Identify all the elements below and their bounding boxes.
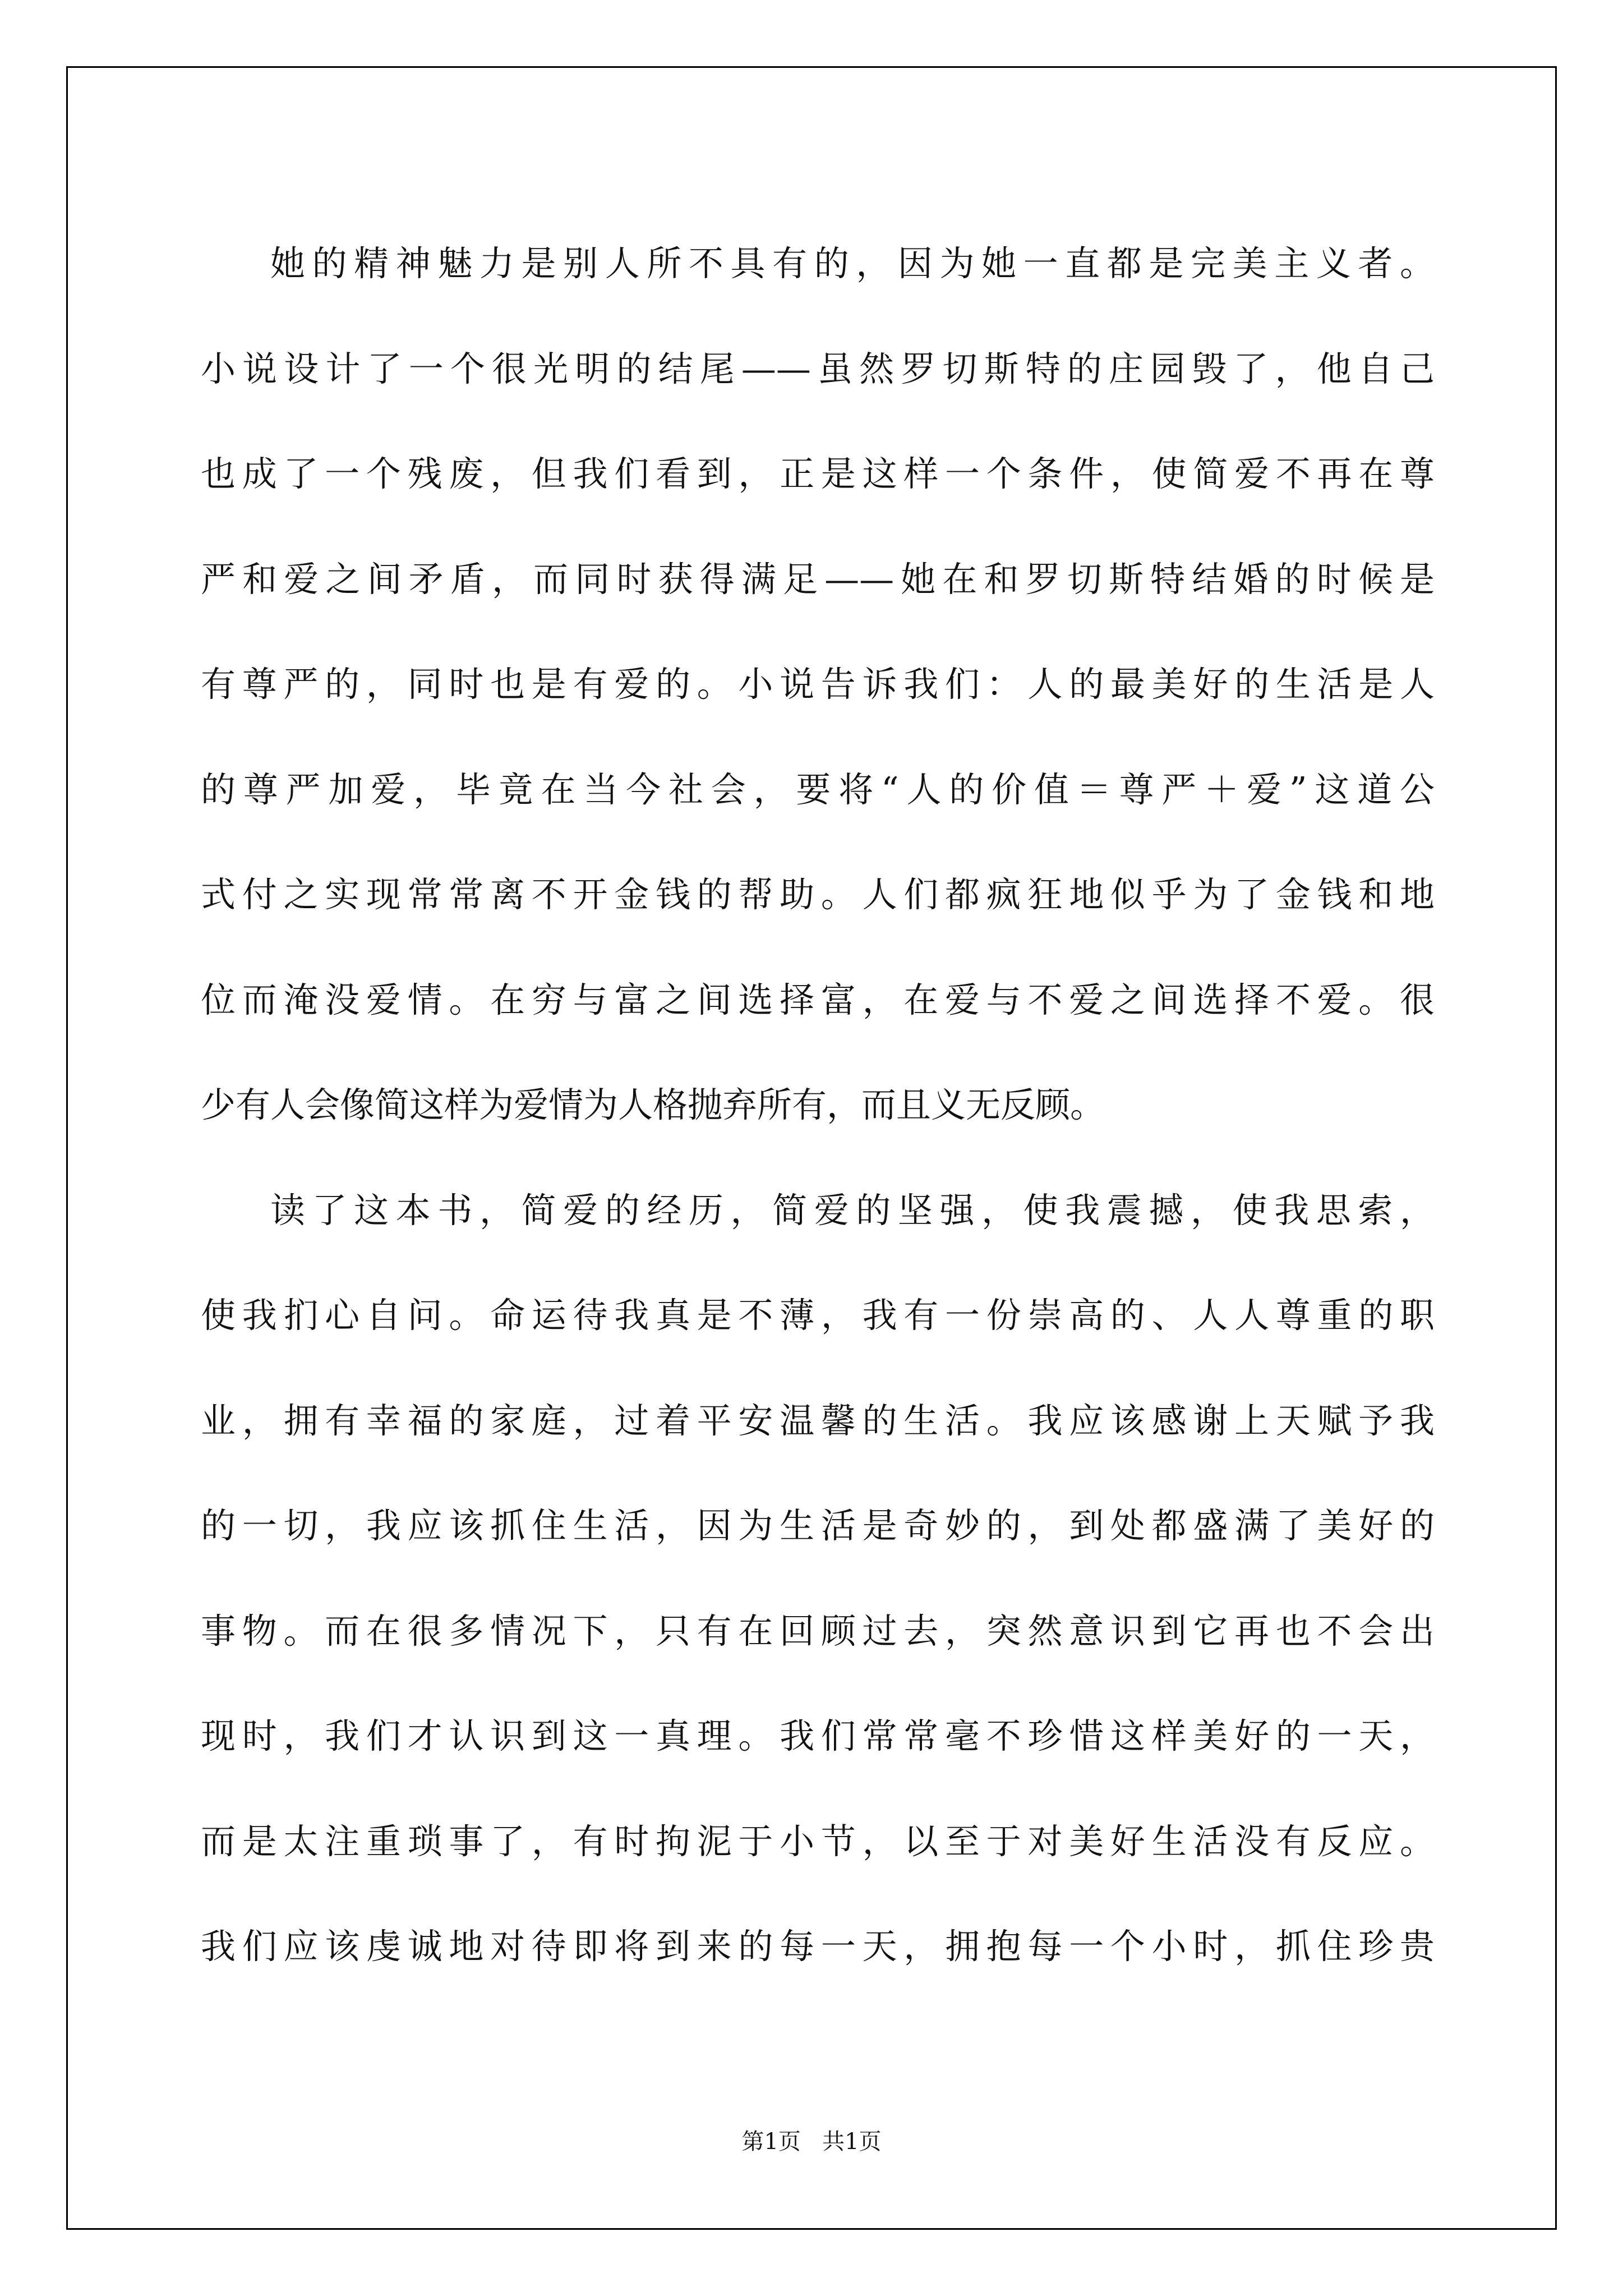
paragraph-1-line-9: 少有人会像简这样为爱情为人格抛弃所有，而且义无反顾。 <box>201 1084 1105 1125</box>
page-total: 共1页 <box>822 2129 882 2155</box>
paragraph-1-line-1: 她的精神魅力是别人所不具有的，因为她一直都是完美主义者。 <box>270 243 1435 284</box>
paragraph-2-line-4: 的一切，我应该抓住生活，因为生活是奇妙的，到处都盛满了美好的 <box>201 1505 1435 1546</box>
page-number: 第1页 <box>741 2129 801 2155</box>
body-text <box>201 211 1435 1999</box>
paragraph-1-line-8: 位而淹没爱情。在穷与富之间选择富，在爱与不爱之间选择不爱。很 <box>201 979 1435 1020</box>
page-footer <box>0 2124 1623 2156</box>
paragraph-1-line-2: 小说设计了一个很光明的结尾——虽然罗切斯特的庄园毁了，他自己 <box>201 348 1435 389</box>
paragraph-2-line-2: 使我扪心自问。命运待我真是不薄，我有一份崇高的、人人尊重的职 <box>201 1295 1435 1336</box>
footer-spacer <box>801 2129 822 2155</box>
paragraph-1-line-4: 严和爱之间矛盾，而同时获得满足——她在和罗切斯特结婚的时候是 <box>201 558 1435 600</box>
paragraph-1-line-6: 的尊严加爱，毕竟在当今社会，要将“人的价值＝尊严＋爱”这道公 <box>201 769 1435 810</box>
paragraph-1-line-3: 也成了一个残废，但我们看到，正是这样一个条件，使简爱不再在尊 <box>201 453 1435 494</box>
paragraph-2-line-7: 而是太注重琐事了，有时拘泥于小节，以至于对美好生活没有反应。 <box>201 1820 1435 1862</box>
paragraph-2-line-3: 业，拥有幸福的家庭，过着平安温馨的生活。我应该感谢上天赋予我 <box>201 1400 1435 1441</box>
paragraph-2-line-8: 我们应该虔诚地对待即将到来的每一天，拥抱每一个小时，抓住珍贵 <box>201 1926 1435 1967</box>
paragraph-1-line-7: 式付之实现常常离不开金钱的帮助。人们都疯狂地似乎为了金钱和地 <box>201 874 1435 915</box>
paragraph-2-line-5: 事物。而在很多情况下，只有在回顾过去，突然意识到它再也不会出 <box>201 1610 1435 1651</box>
paragraph-1-line-5: 有尊严的，同时也是有爱的。小说告诉我们：人的最美好的生活是人 <box>201 664 1435 705</box>
paragraph-2-line-1: 读了这本书，简爱的经历，简爱的坚强，使我震撼，使我思索， <box>270 1189 1435 1231</box>
paragraph-2-line-6: 现时，我们才认识到这一真理。我们常常毫不珍惜这样美好的一天， <box>201 1715 1435 1756</box>
